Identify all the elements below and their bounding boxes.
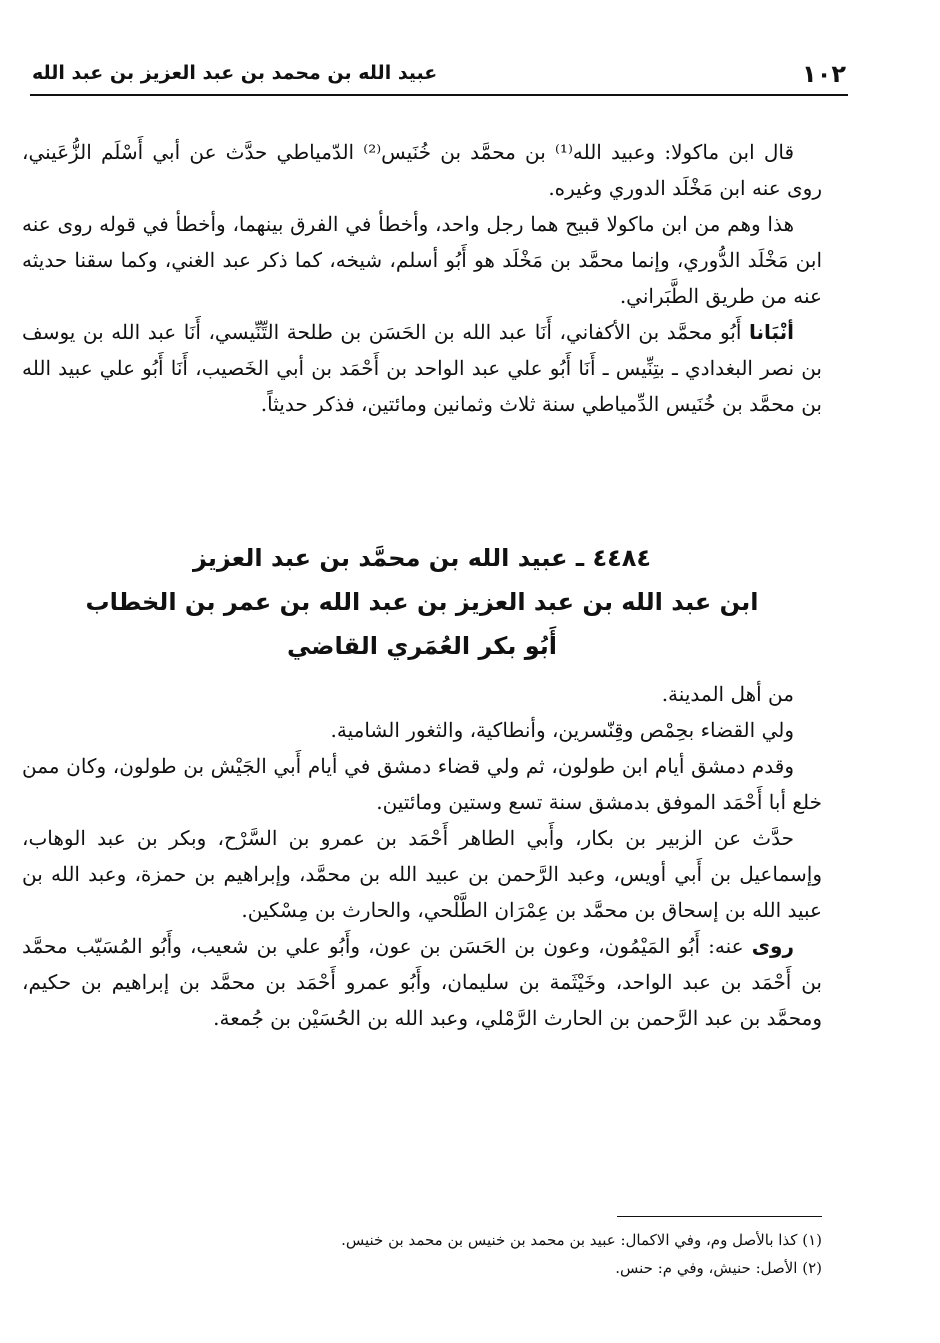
entry-heading-line-2: ابن عبد الله بن عبد العزيز بن عبد الله بن عمر بن الخطاب (85, 588, 759, 616)
top-section (22, 134, 822, 422)
paragraph-origin: من أهل المدينة. (661, 682, 794, 706)
paragraph-judgeship: ولي القضاء بحِمْص وقِنّسرين، وأنطاكية، والثغور الشامية. (330, 718, 794, 742)
paragraph-correction: هذا وهم من ابن ماكولا قبيح هما رجل واحد، وأخطأ في الفرق بينهما، وأخطأ في قوله روى عنه ابن مَخْلَد الدُّوري، وإنما محمَّد بن مَخْلَد هو أَبُو أسلم، شيخه، كما ذكر عبد الغني، وكما سقنا حديثه عنه من طريق الطَّبَراني. (22, 212, 822, 308)
page-number: ١٠٢ (802, 60, 846, 88)
footnote-1: (١) كذا بالأصل وم، وفي الاكمال: عبيد بن محمد بن خنيس بن محمد بن خنيس. (341, 1231, 822, 1249)
entry-body (22, 676, 822, 1036)
paragraph-damascus: وقدم دمشق أيام ابن طولون، ثم ولي قضاء دمشق في أيام أَبي الجَيْش بن طولون، وكان ممن خلع أبا أَحْمَد الموفق بدمشق سنة تسع وستين ومائتين. (22, 754, 822, 814)
entry-heading-line-1: ٤٤٨٤ ـ عبيد الله بن محمَّد بن عبد العزيز (192, 544, 652, 572)
keyword-rawa: روى (751, 934, 794, 958)
students-text: عنه: أَبُو المَيْمُون، وعون بن الحَسَن بن عون، وأَبُو علي بن شعيب، وأَبُو المُسَيّب محمَّد بن أَحْمَد بن عبد الواحد، وخَيْثَمة بن سليمان، وأَبُو عمرو أَحْمَد بن محمَّد بن إبراهيم بن حكيم، ومحمَّد بن عبد الرَّحمن بن الحارث الرَّمْلي، وعبد الله بن الحُسَيْن بن جُمعة. (22, 934, 822, 1030)
running-title: عبيد الله بن محمد بن عبد العزيز بن عبد الله (32, 62, 438, 84)
entry-heading-line-3: أَبُو بكر العُمَري القاضي (286, 632, 558, 660)
paragraph-isnad (22, 314, 822, 422)
entry-heading (22, 536, 822, 668)
paragraph-students (22, 928, 822, 1036)
paragraph-ibn-makula: قال ابن ماكولا: وعبيد الله⁽¹⁾ بن محمَّد بن خُنَيس⁽²⁾ الدّمياطي حدَّث عن أبي أَسْلَم الزُّعَيني، روى عنه ابن مَخْلَد الدوري وغيره. (22, 140, 822, 200)
footnote-2: (٢) الأصل: حنيش، وفي م: حنس. (615, 1259, 822, 1277)
footnote-divider (617, 1216, 822, 1217)
paragraph-teachers: حدَّث عن الزبير بن بكار، وأَبي الطاهر أَحْمَد بن عمرو بن السَّرْح، وبكر بن عبد الوهاب، وإسماعيل بن أَبي أويس، وعبد الرَّحمن بن عبيد الله بن محمَّد، وإبراهيم بن حمزة، وعبد الله بن عبيد الله بن إسحاق بن محمَّد بن عِمْرَان الطَّلْحي، والحارث بن مِسْكين. (22, 826, 822, 922)
keyword-anbana: أنْبَانا (748, 320, 794, 344)
isnad-text: أَبُو محمَّد بن الأكفاني، أَنَا عبد الله بن الحَسَن بن طلحة التِّنِّيسي، أَنَا عبد الله بن يوسف بن نصر البغدادي ـ بتِنِّيس ـ أَنَا أَبُو علي عبد الواحد بن أَحْمَد بن أبي الخَصيب، أَنَا أَبُو علي عبيد الله بن محمَّد بن خُنَيس الدِّمياطي سنة ثلاث وثمانين ومائتين، فذكر حديثاً. (22, 320, 822, 416)
page-header (30, 58, 848, 96)
footnotes (22, 1226, 822, 1282)
